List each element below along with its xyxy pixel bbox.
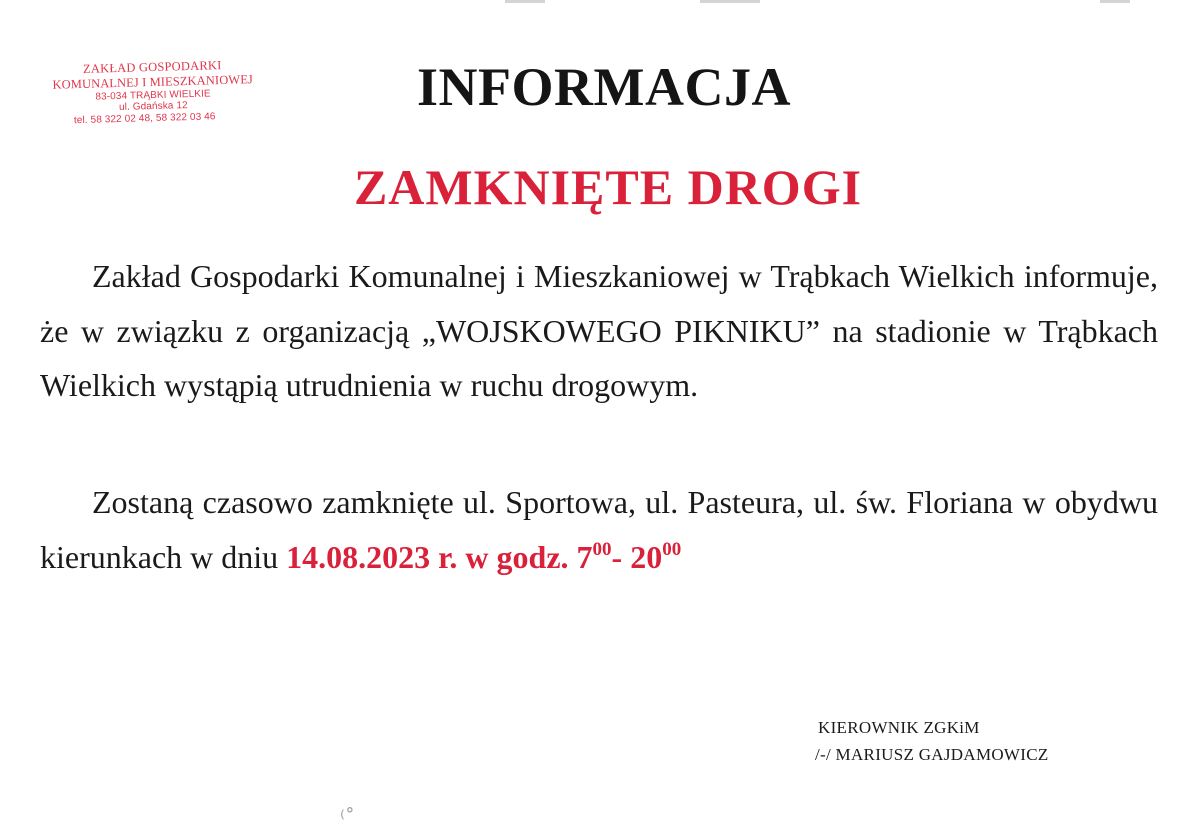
signature-block — [815, 714, 1049, 768]
hours-start-minutes: 00 — [592, 538, 612, 560]
hours-end-minutes: 00 — [662, 538, 682, 560]
closure-hours — [465, 539, 681, 575]
signature-role: KIEROWNIK ZGKiM — [818, 718, 980, 737]
document-title: INFORMACJA — [417, 57, 791, 117]
scan-mark — [505, 0, 545, 3]
stamp-line-phone: tel. 58 322 02 48, 58 322 03 46 — [73, 111, 216, 127]
stamp-line-postal: 83-034 TRĄBKI WIELKIE — [95, 87, 211, 103]
scan-speck: ⁽˚ — [340, 806, 355, 830]
hours-prefix: w godz. 7 — [465, 538, 593, 575]
document-subtitle: ZAMKNIĘTE DROGI — [353, 159, 863, 215]
paragraph-closures — [40, 475, 1158, 584]
paragraph-announcement: Zakład Gospodarki Komunalnej i Mieszkaniowej w Trąbkach Wielkich informuje, że w związku z organizacją „WOJSKOWEGO PIKNIKU” na stadionie w Trąbkach Wielkich wystąpią utrudnienia w ruchu drogowym. — [40, 258, 1158, 403]
hours-separator: - 20 — [611, 538, 663, 575]
stamp-line-department: KOMUNALNEJ I MIESZKANIOWEJ — [52, 71, 254, 92]
closures-text: Zostaną czasowo zamknięte ul. Sportowa, ul. Pasteura, ul. św. Floriana w obydwu kierunkach w dniu — [40, 484, 1158, 575]
signature-name: /-/ MARIUSZ GAJDAMOWICZ — [815, 745, 1049, 764]
scan-mark — [700, 0, 760, 3]
scan-mark — [1100, 0, 1130, 3]
stamp-line-street: ul. Gdańska 12 — [118, 100, 188, 114]
closure-date: 14.08.2023 r. — [286, 538, 458, 575]
stamp-line-company: ZAKŁAD GOSPODARKI — [82, 58, 222, 76]
